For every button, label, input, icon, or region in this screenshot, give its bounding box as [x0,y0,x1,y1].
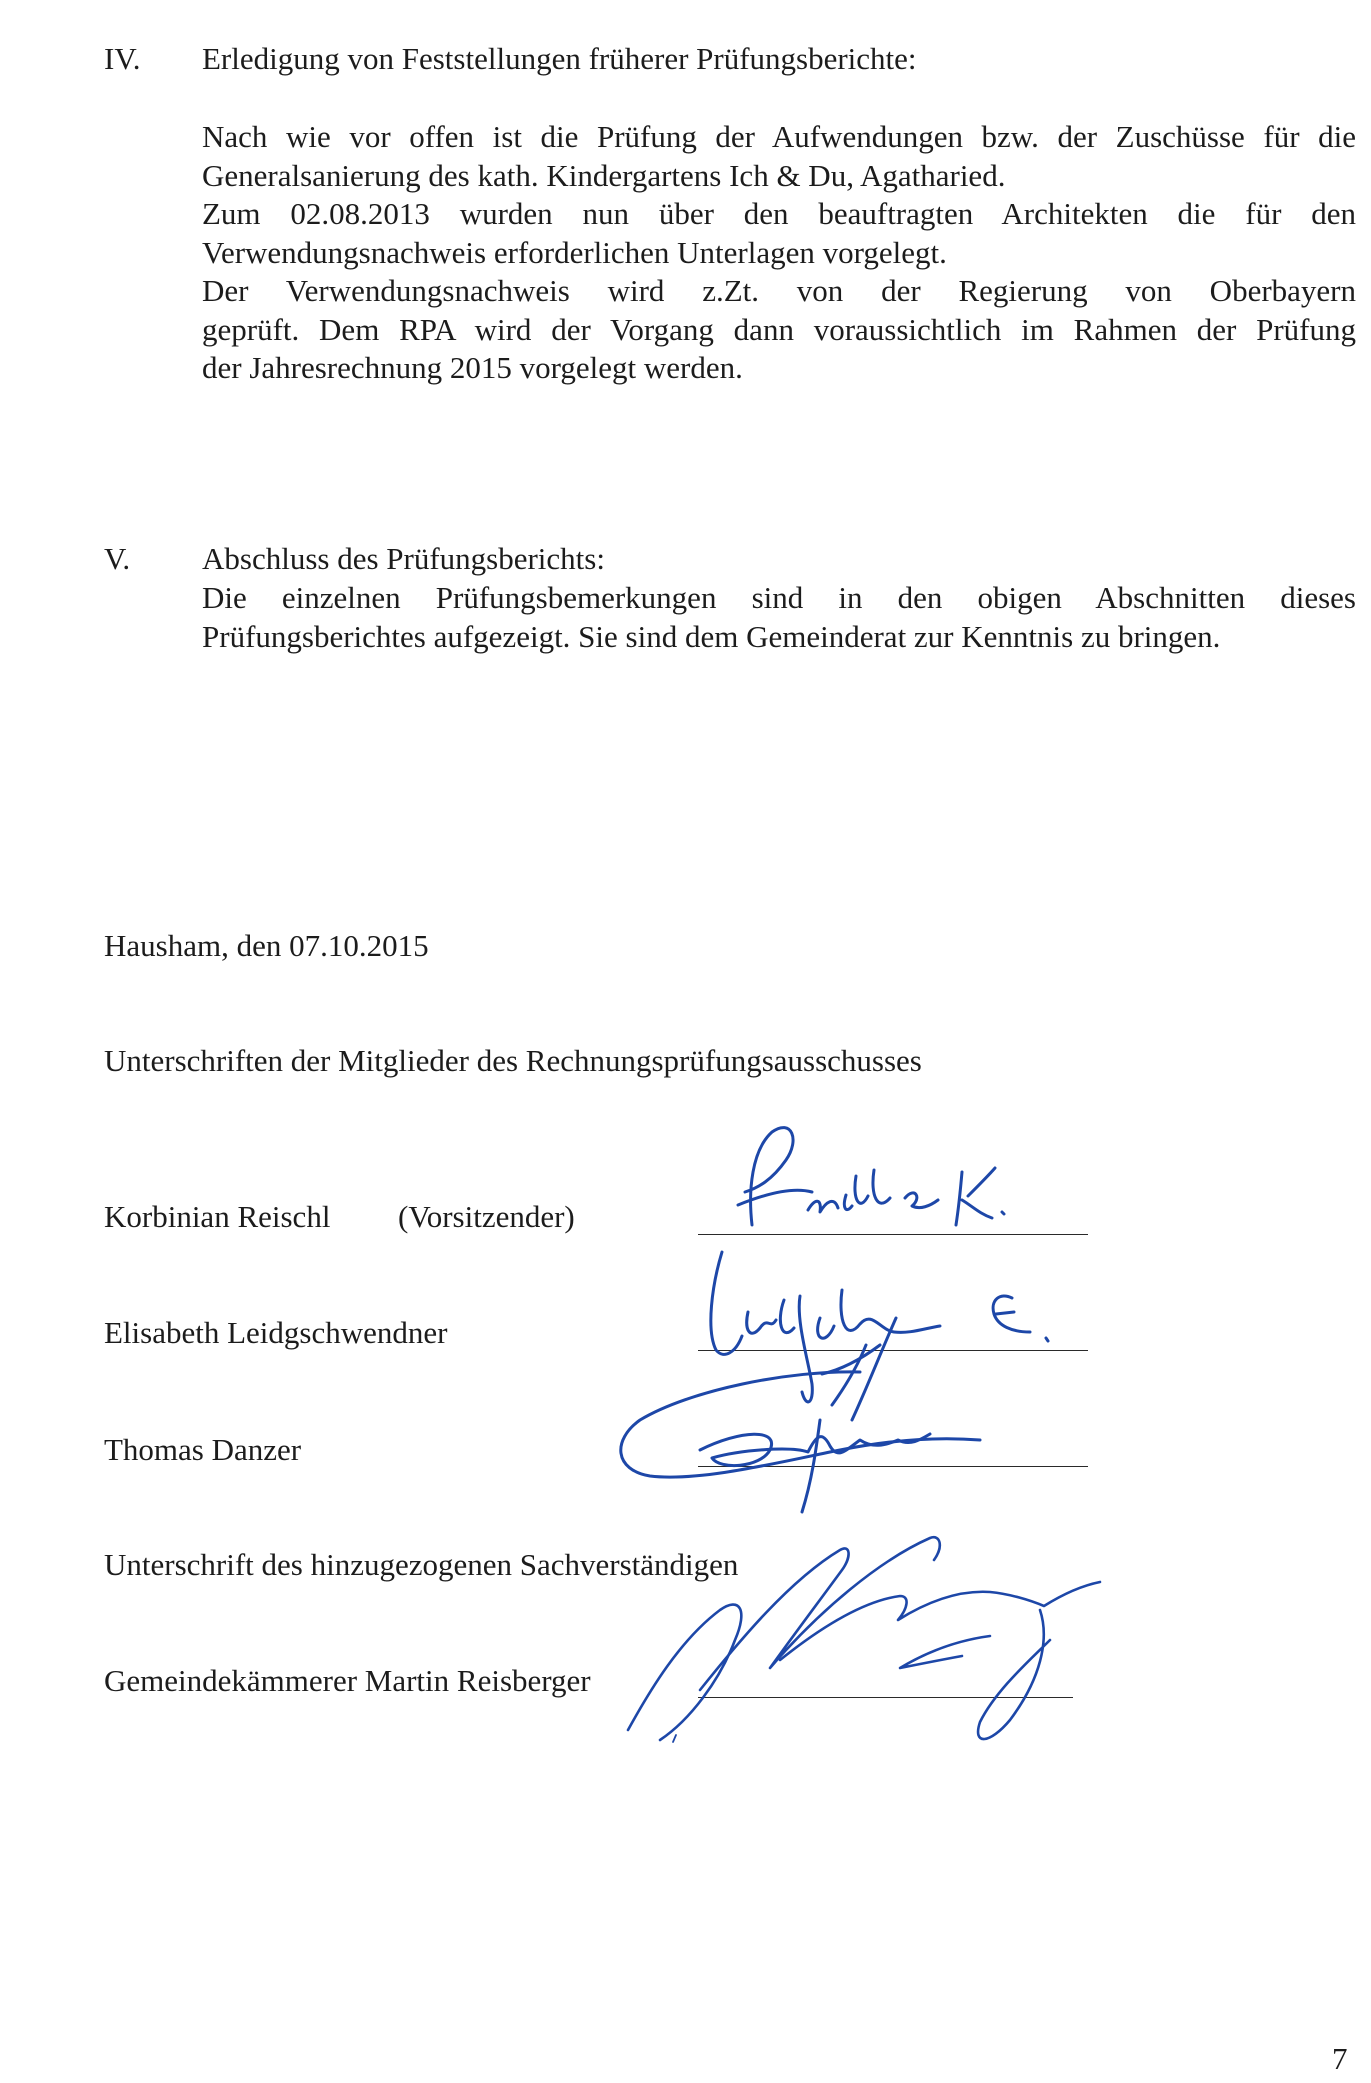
section-v-number: V. [104,541,131,576]
place-date: Hausham, den 07.10.2015 [104,928,429,963]
section-iv-line: Nach wie vor offen ist die Prüfung der Aufwendungen bzw. der Zuschüsse für die [202,119,1356,154]
signatures-heading: Unterschriften der Mitglieder des Rechnungsprüfungsausschusses [104,1043,922,1078]
section-iv-line: Verwendungsnachweis erforderlichen Unterlagen vorgelegt. [202,234,947,270]
section-v-line: Die einzelnen Prüfungsbemerkungen sind in den obigen Abschnitten dieses [202,580,1356,615]
expert-name: Gemeindekämmerer Martin Reisberger [104,1663,591,1698]
member-name: Thomas Danzer [104,1432,302,1467]
member-name: Korbinian Reischl [104,1199,331,1234]
section-iv-line: Der Verwendungsnachweis wird z.Zt. von der Regierung von Oberbayern [202,273,1356,308]
section-iv-heading: Erledigung von Feststellungen früherer Prüfungsberichte: [202,41,917,76]
section-iv-line: geprüft. Dem RPA wird der Vorgang dann voraussichtlich im Rahmen der Prüfung [202,311,1356,347]
member-name: Elisabeth Leidgschwendner [104,1315,448,1350]
section-iv-line: Zum 02.08.2013 wurden nun über den beauftragten Architekten die für den [202,196,1356,231]
member-role: (Vorsitzender) [398,1199,575,1234]
expert-heading: Unterschrift des hinzugezogenen Sachverständigen [104,1547,739,1582]
section-v-line: Prüfungsberichtes aufgezeigt. Sie sind dem Gemeinderat zur Kenntnis zu bringen. [202,618,1221,654]
section-iv-line: Generalsanierung des kath. Kindergartens Ich & Du, Agatharied. [202,157,1006,193]
section-iv-line: der Jahresrechnung 2015 vorgelegt werden. [202,350,743,385]
section-iv-number: IV. [104,41,141,76]
section-v-heading: Abschluss des Prüfungsberichts: [202,541,605,576]
page-number: 7 [1332,2041,1348,2076]
